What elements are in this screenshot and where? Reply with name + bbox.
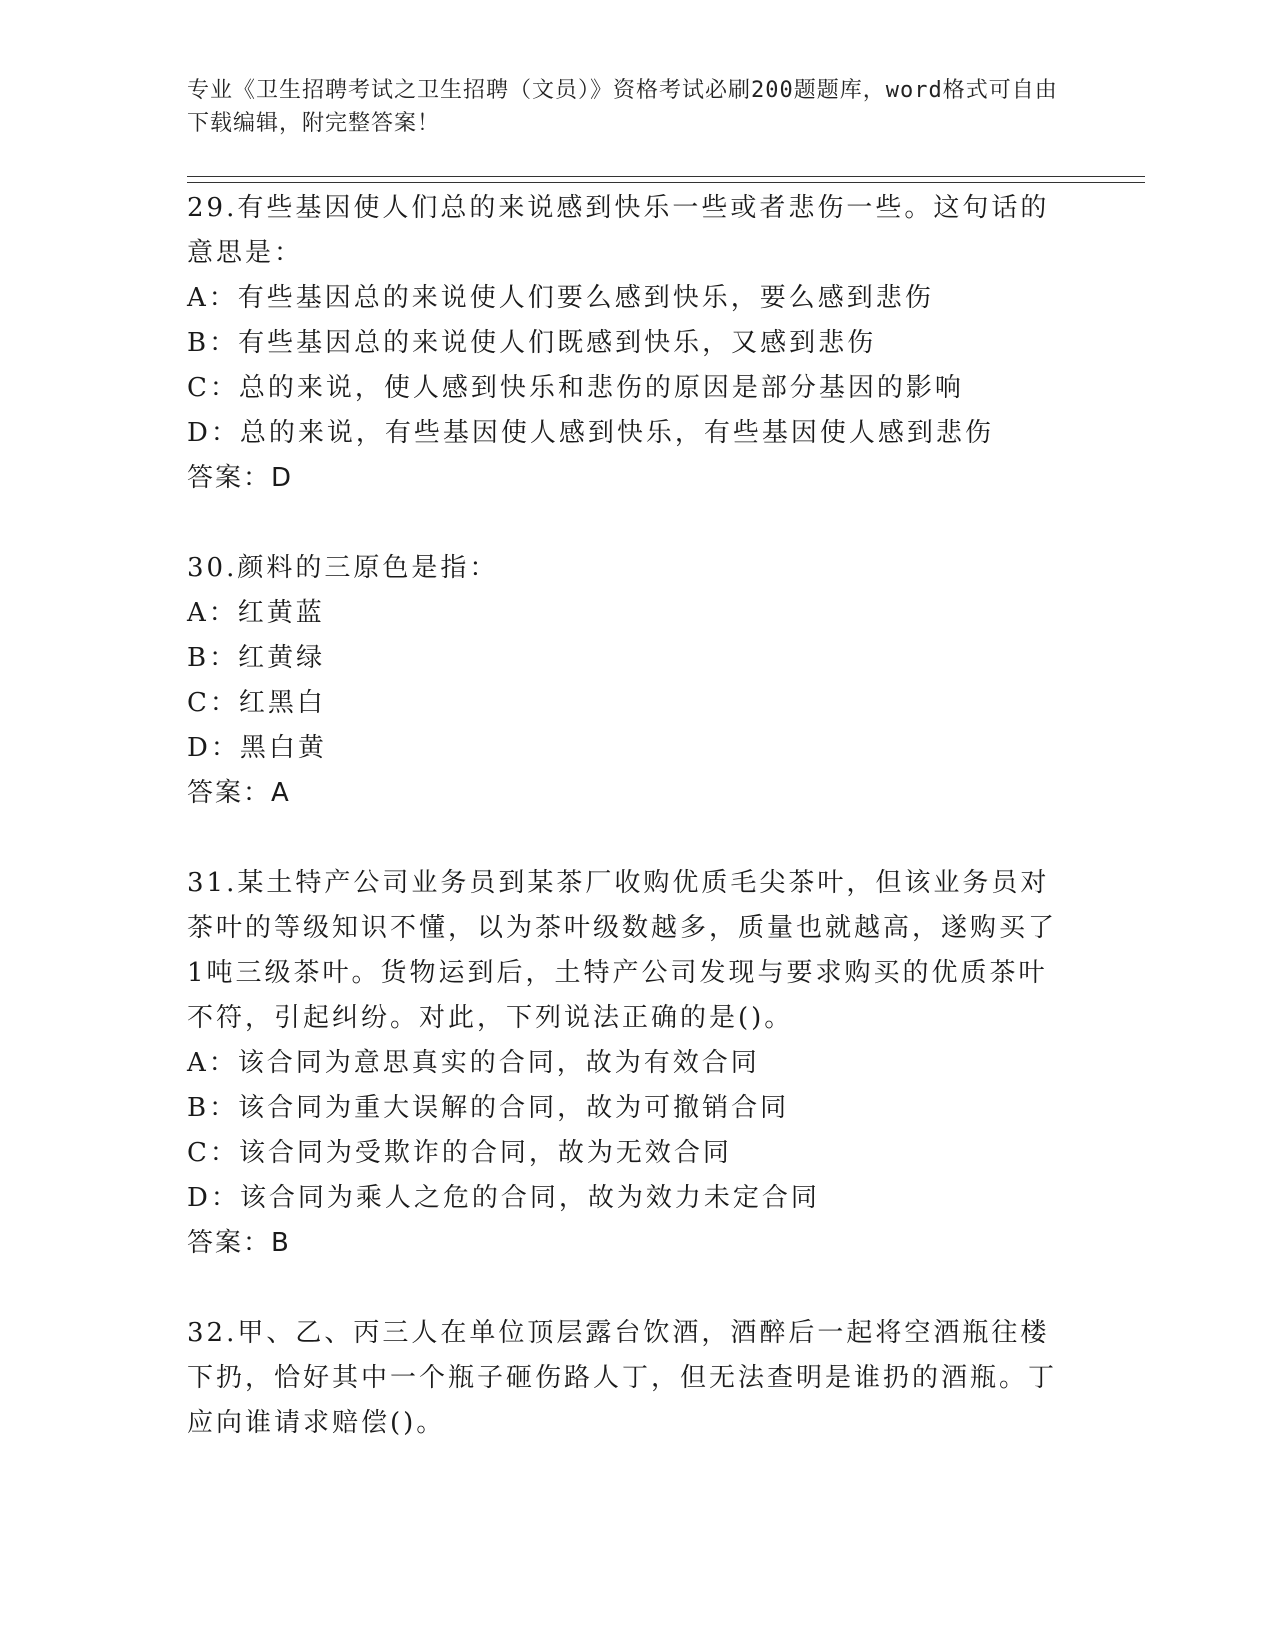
question-stem: 32.甲、乙、丙三人在单位顶层露台饮酒，酒醉后一起将空酒瓶往楼下扔，恰好其中一个瓶子砸伤路人丁，但无法查明是谁扔的酒瓶。丁应向谁请求赔偿()。 bbox=[187, 1318, 1058, 1438]
option-a: A：该合同为意思真实的合同，故为有效合同 bbox=[187, 1048, 760, 1078]
option-c: C：总的来说，使人感到快乐和悲伤的原因是部分基因的影响 bbox=[187, 373, 964, 403]
question-spacer bbox=[187, 1266, 1067, 1311]
question-30 bbox=[187, 546, 1067, 816]
question-spacer bbox=[187, 816, 1067, 861]
question-31 bbox=[187, 861, 1067, 1266]
header-divider-line bbox=[187, 182, 1145, 183]
option-a: A：红黄蓝 bbox=[187, 598, 325, 628]
answer-line: 答案：D bbox=[187, 463, 294, 493]
option-d: D：总的来说，有些基因使人感到快乐，有些基因使人感到悲伤 bbox=[187, 418, 994, 448]
option-a: A：有些基因总的来说使人们要么感到快乐，要么感到悲伤 bbox=[187, 283, 934, 313]
option-d: D：黑白黄 bbox=[187, 733, 327, 763]
option-d: D：该合同为乘人之危的合同，故为效力未定合同 bbox=[187, 1183, 820, 1213]
option-b: B：该合同为重大误解的合同，故为可撤销合同 bbox=[187, 1093, 790, 1123]
question-stem: 30.颜料的三原色是指： bbox=[187, 553, 499, 583]
document-header: 专业《卫生招聘考试之卫生招聘（文员）》资格考试必刷200题题库，word格式可自由下载编辑，附完整答案！ bbox=[187, 78, 1058, 136]
option-c: C：红黑白 bbox=[187, 688, 326, 718]
option-c: C：该合同为受欺诈的合同，故为无效合同 bbox=[187, 1138, 732, 1168]
question-stem: 29.有些基因使人们总的来说感到快乐一些或者悲伤一些。这句话的意思是： bbox=[187, 193, 1050, 268]
question-stem: 31.某土特产公司业务员到某茶厂收购优质毛尖茶叶，但该业务员对茶叶的等级知识不懂，以为茶叶级数越多，质量也就越高，遂购买了1吨三级茶叶。货物运到后，土特产公司发现与要求购买的优质茶叶不符，引起纠纷。对此，下列说法正确的是()。 bbox=[187, 868, 1058, 1033]
question-list bbox=[187, 186, 1067, 1446]
question-spacer bbox=[187, 501, 1067, 546]
question-32 bbox=[187, 1311, 1067, 1446]
answer-line: 答案：A bbox=[187, 778, 291, 808]
option-b: B：有些基因总的来说使人们既感到快乐，又感到悲伤 bbox=[187, 328, 877, 358]
option-b: B：红黄绿 bbox=[187, 643, 326, 673]
answer-line: 答案：B bbox=[187, 1228, 291, 1258]
header-divider-line bbox=[187, 176, 1145, 177]
question-29 bbox=[187, 186, 1067, 501]
